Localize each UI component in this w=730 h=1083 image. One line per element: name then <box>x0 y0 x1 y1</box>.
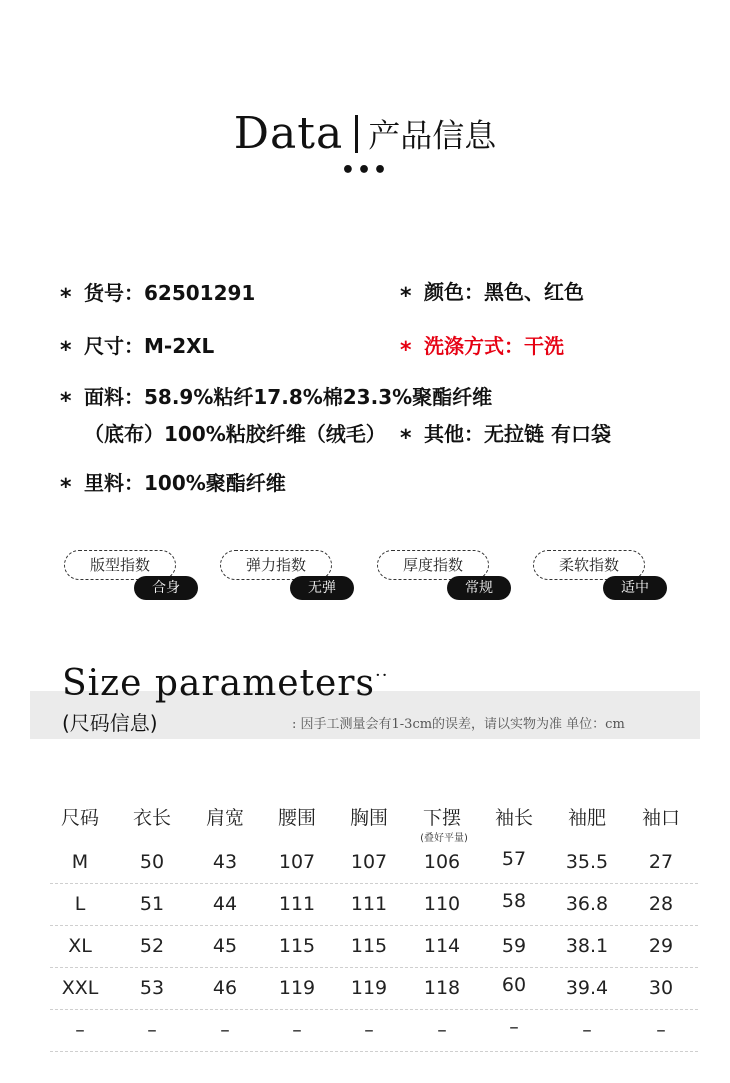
bullet-star-icon: * <box>60 338 72 363</box>
table-row <box>50 1010 698 1052</box>
table-cell: XXL <box>61 977 99 999</box>
size-table <box>50 800 698 1052</box>
table-cell: XL <box>68 935 92 957</box>
bullet-star-icon: * <box>400 338 412 363</box>
index-softness <box>533 550 673 602</box>
table-row <box>50 968 698 1010</box>
table-cell: 36.8 <box>565 893 609 915</box>
table-cell: 111 <box>350 893 388 915</box>
table-cell: – <box>656 1019 666 1041</box>
table-cell: 107 <box>350 851 388 873</box>
index-label: 厚度指数 <box>377 550 489 580</box>
table-cell: 28 <box>648 893 674 915</box>
table-cell: 58 <box>501 890 527 912</box>
table-row <box>50 926 698 968</box>
size-title-text: Size parameters <box>62 663 375 704</box>
table-cell: L <box>74 893 86 915</box>
index-value: 合身 <box>134 576 198 600</box>
title-dots: ••• <box>340 158 390 183</box>
wash-method-text: 洗涤方式：干洗 <box>424 334 564 358</box>
index-label: 弹力指数 <box>220 550 332 580</box>
table-cell: 39.4 <box>565 977 609 999</box>
title-english: Data <box>233 108 344 159</box>
table-cell: 30 <box>648 977 674 999</box>
table-cell: 46 <box>212 977 238 999</box>
bullet-star-icon: * <box>400 426 412 451</box>
other-text: 其他：无拉链 有口袋 <box>424 422 611 446</box>
index-value: 适中 <box>603 576 667 600</box>
table-row <box>50 842 698 884</box>
table-header-row <box>50 800 698 842</box>
header-cell: 袖肥 <box>567 807 606 829</box>
table-cell: 44 <box>212 893 238 915</box>
item-number-text: 货号：62501291 <box>84 281 256 305</box>
table-cell: 29 <box>648 935 674 957</box>
fabric-base-text: （底布）100%粘胶纤维（绒毛） <box>84 422 386 446</box>
table-cell: M <box>71 851 89 873</box>
header-cell: 衣长 <box>132 807 171 829</box>
info-fabric-base <box>60 418 386 447</box>
hem-note: (叠好平量) <box>420 833 468 844</box>
index-label: 柔软指数 <box>533 550 645 580</box>
table-cell: 50 <box>139 851 165 873</box>
index-thickness <box>377 550 517 602</box>
index-elasticity <box>220 550 360 602</box>
size-note: : 因手工测量会有1-3cm的误差，请以实物为准 单位：cm <box>292 717 625 732</box>
bullet-star-icon: * <box>60 475 72 500</box>
size-range-text: 尺寸：M-2XL <box>84 334 215 358</box>
header-cell: 胸围 <box>349 807 388 829</box>
table-cell: – <box>437 1019 447 1041</box>
info-wash <box>400 330 564 363</box>
table-cell: 110 <box>423 893 461 915</box>
table-cell: 106 <box>423 851 461 873</box>
table-cell: – <box>582 1019 592 1041</box>
table-cell: – <box>75 1019 85 1041</box>
index-value: 无弹 <box>290 576 354 600</box>
header-cell: 袖长 <box>494 807 533 829</box>
info-lining <box>60 467 286 500</box>
fabric-text: 面料：58.9%粘纤17.8%棉23.3%聚酯纤维 <box>84 385 493 409</box>
table-cell: 107 <box>278 851 316 873</box>
table-cell: – <box>509 1016 519 1038</box>
table-cell: – <box>220 1019 230 1041</box>
table-cell: 38.1 <box>565 935 609 957</box>
header-cell: 下摆 <box>422 807 461 829</box>
table-cell: 52 <box>139 935 165 957</box>
header-cell: 肩宽 <box>205 807 244 829</box>
info-other <box>400 418 611 451</box>
table-cell: – <box>147 1019 157 1041</box>
table-cell: 53 <box>139 977 165 999</box>
info-color <box>400 276 584 309</box>
table-cell: 115 <box>350 935 388 957</box>
info-item-number <box>60 277 256 310</box>
size-subtitle: (尺码信息) <box>62 711 158 735</box>
table-cell: 118 <box>423 977 461 999</box>
index-fit <box>64 550 204 602</box>
table-cell: – <box>292 1019 302 1041</box>
size-title <box>62 663 388 704</box>
table-row <box>50 884 698 926</box>
lining-text: 里料：100%聚酯纤维 <box>84 471 286 495</box>
info-size <box>60 330 215 363</box>
table-cell: – <box>364 1019 374 1041</box>
page-title <box>0 108 730 159</box>
index-label: 版型指数 <box>64 550 176 580</box>
table-cell: 115 <box>278 935 316 957</box>
bullet-star-icon: * <box>400 284 412 309</box>
table-cell: 51 <box>139 893 165 915</box>
table-cell: 114 <box>423 935 461 957</box>
title-chinese: 产品信息 <box>368 116 497 155</box>
table-cell: 119 <box>350 977 388 999</box>
table-cell: 111 <box>278 893 316 915</box>
table-cell: 57 <box>501 848 527 870</box>
table-cell: 43 <box>212 851 238 873</box>
size-title-dots: ·· <box>374 665 389 686</box>
header-cell: 袖口 <box>641 807 680 829</box>
table-cell: 119 <box>278 977 316 999</box>
table-cell: 59 <box>501 935 527 957</box>
table-cell: 27 <box>648 851 674 873</box>
color-text: 颜色：黑色、红色 <box>424 280 584 304</box>
title-divider <box>355 115 358 153</box>
table-cell: 35.5 <box>565 851 609 873</box>
header-cell: 尺码 <box>60 807 99 829</box>
bullet-star-icon: * <box>60 285 72 310</box>
header-cell: 腰围 <box>277 807 316 829</box>
bullet-star-icon: * <box>60 389 72 414</box>
table-cell: 60 <box>501 974 527 996</box>
index-value: 常规 <box>447 576 511 600</box>
info-fabric <box>60 381 493 414</box>
table-cell: 45 <box>212 935 238 957</box>
